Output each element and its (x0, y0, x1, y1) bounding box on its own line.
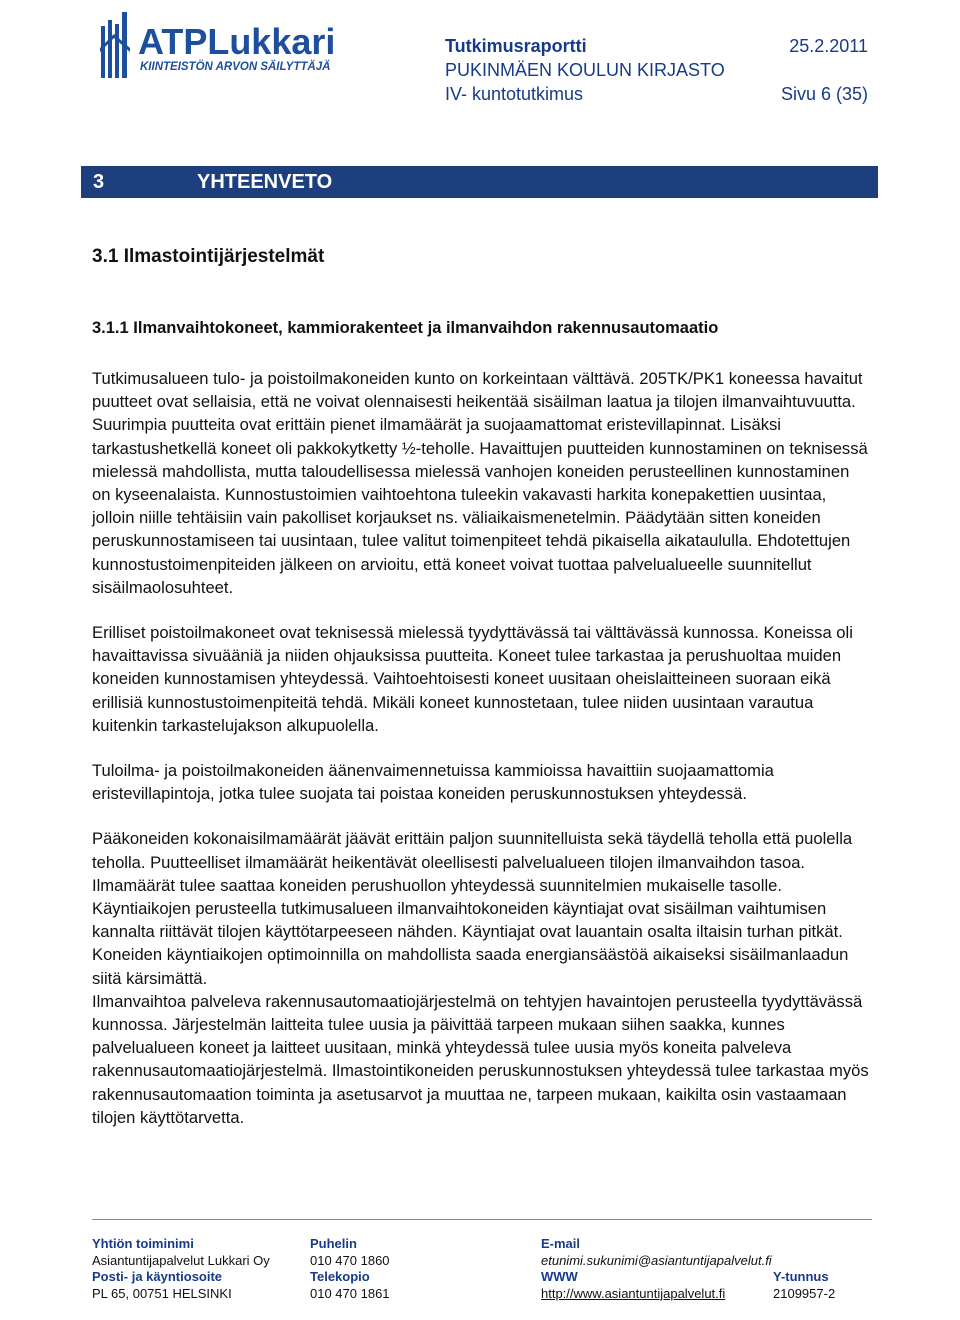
paragraph: Pääkoneiden kokonaisilmamäärät jäävät erittäin paljon suunnitelluista sekä täydellä teholla että puolella teholla. Puutteelliset ilmamäärät heikentävät oleellisesti palvelualueen tilojen ilmanvaihdon tasoa. Ilmamäärät tulee saattaa koneiden perushuollon yhteydessä suunnitelmien mukaiselle tasolle. (92, 829, 853, 895)
section-title: YHTEENVETO (197, 170, 333, 193)
report-subject: PUKINMÄEN KOULUN KIRJASTO (445, 60, 725, 80)
company-logo (100, 8, 390, 90)
body-text (92, 367, 872, 1129)
footer-contact-column (541, 1236, 772, 1302)
address-value: PL 65, 00751 HELSINKI (92, 1285, 232, 1301)
footer-company-column (92, 1236, 270, 1302)
email-value[interactable]: etunimi.sukunimi@asiantuntijapalvelut.fi (541, 1252, 772, 1268)
section-heading (81, 166, 878, 198)
footer-divider (92, 1219, 872, 1220)
company-label: Yhtiön toiminimi (92, 1236, 194, 1251)
paragraph: Erilliset poistoilmakoneet ovat teknisessä mielessä tyydyttävässä tai välttävässä kunnossa. Koneissa oli havaittavissa sivuääniä ja niiden ohjauksissa puutteita. Koneet tulee tarkastaa ja perushuoltaa muiden koneiden kunnostamisen yhteydessä. Vaihtoehtoisesti koneet uusitaan oheislaitteineen suoraan eikä erillisiä kunnostustoimenpiteitä tehdä. Mikäli koneet kunnostetaan, tulee niiden uusintaan varautua kuitenkin tarkastelujakson alkupuolella. (92, 623, 853, 735)
ytunnus-label: Y-tunnus (773, 1269, 829, 1284)
section-number: 3 (93, 170, 105, 193)
paragraph: Tutkimusalueen tulo- ja poistoilmakoneiden kunto on korkeintaan välttävä. 205TK/PK1 koneessa havaitut puutteet ovat sellaisia, että ne voivat olennaisesti heikentää sisäilman laatua ja tilojen ilmanvaihtuvuutta. Suurimpia puutteita ovat erittäin pienet ilmamäärät ja suojaamattomat eristevillapinnat. Lisäksi tarkastushetkellä koneet oli pakkokytketty ½-teholle. Havaittujen puutteiden kunnostaminen on teknisessä mielessä mahdollista, mutta taloudellisessa mielessä vanhojen koneiden perusteellinen kunnostaminen on kyseenalaista. Kunnostustoimien vaihtoehtona tuleekin vakavasti harkita konepakettien uusintaa, jolloin niille tehtäisiin vain pakolliset korjaukset ns. väliaikaismenetelmin. Päädytään sitten koneiden peruskunnostamiseen tai uusintaan, tulee valitut toimenpiteet tehdä pikaisella aikataululla. Ehdotettujen kunnostustoimenpiteiden jälkeen on arvioitu, että koneet voivat tuottaa palvelualueelle suunnitellut sisäilmaolosuhteet. (92, 369, 868, 597)
paragraph: Ilmanvaihtoa palveleva rakennusautomaatiojärjestelmä on tehtyjen havaintojen perusteella tyydyttävässä kunnossa. Järjestelmän laitteita tulee uusia ja päivittää tarpeen mukaan siihen saakka, kunnes palvelualueen koneet ja laitteet uusitaan, minkä yhteydessä tulee uusia myös koneita palveleva rakennusautomaatiojärjestelmä. Ilmastointikoneiden peruskunnostuksen yhteydessä tulee tarkastaa myös rakennusautomaation toiminta ja asetusarvot ja muuttaa ne, tarpeen mukaan, kaikilta osin vastaamaan tilojen käyttötarvetta. (92, 991, 869, 1127)
footer-phone-column (310, 1236, 390, 1302)
paragraph: Käyntiaikojen perusteella tutkimusalueen ilmanvaihtokoneiden käyntiajat ovat sisäilman vaihtumisen kannalta riittävät tilojen käyttötarpeeseen nähden. Käyntiajat ovat lauantain osalta iltaisin turhan pitkät. Koneiden käyntiaikojen optimoinnilla on mahdollista saada energiansäästöä aikaiseksi sisäilmanlaadun siitä kärsimättä. (92, 899, 849, 988)
fax-value: 010 470 1861 (310, 1285, 390, 1301)
ytunnus-value: 2109957-2 (773, 1285, 836, 1301)
study-type: IV- kuntotutkimus (445, 84, 584, 104)
email-label: E-mail (541, 1236, 581, 1251)
page-number: Sivu 6 (35) (780, 84, 868, 104)
report-header (445, 34, 868, 106)
subsubsection-heading: 3.1.1 Ilmanvaihtokoneet, kammiorakenteet ja ilmanvaihdon rakennusautomaatio (92, 319, 719, 337)
fax-label: Telekopio (310, 1269, 370, 1284)
paragraph: Tuloilma- ja poistoilmakoneiden äänenvaimennetuissa kammioissa havaittiin suojaamattomia eristevillapintoja, jotka tulee suojata tai poistaa koneiden peruskunnostuksen yhteydessä. (92, 761, 774, 804)
report-date: 25.2.2011 (789, 36, 868, 56)
address-label: Posti- ja käyntiosoite (92, 1269, 223, 1284)
phone-label: Puhelin (310, 1236, 357, 1251)
website-link[interactable]: http://www.asiantuntijapalvelut.fi (541, 1285, 726, 1301)
subsection-heading: 3.1 Ilmastointijärjestelmät (92, 246, 325, 267)
www-label: WWW (541, 1269, 578, 1284)
company-value: Asiantuntijapalvelut Lukkari Oy (92, 1252, 270, 1268)
logo-brand: ATPLukkari (138, 21, 336, 62)
phone-value: 010 470 1860 (310, 1252, 390, 1268)
logo-tagline: KIINTEISTÖN ARVON SÄILYTTÄJÄ (140, 61, 331, 73)
footer-ytunnus-column (773, 1269, 835, 1302)
report-type: Tutkimusraportti (445, 36, 587, 56)
